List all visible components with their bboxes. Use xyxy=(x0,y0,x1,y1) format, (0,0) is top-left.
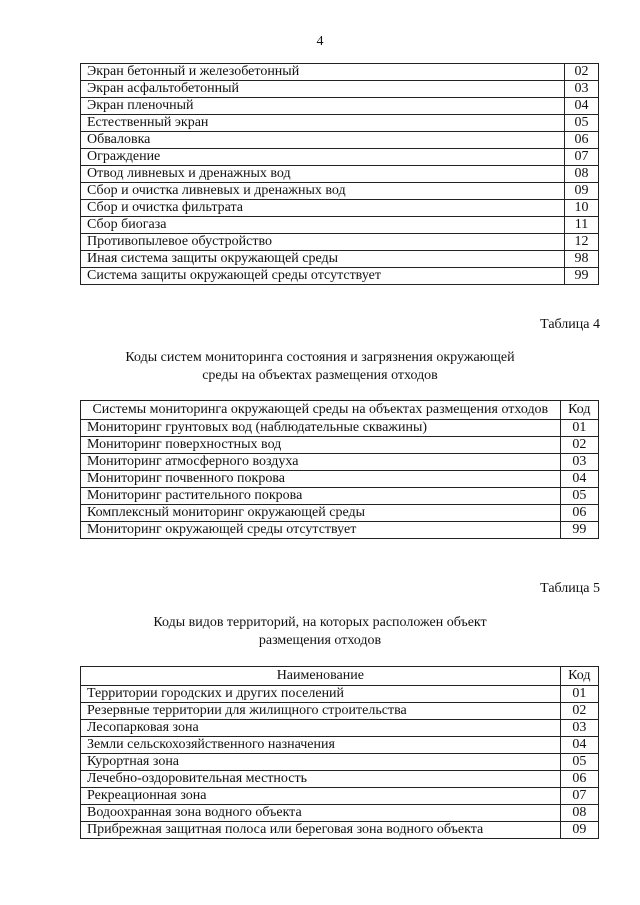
table-row xyxy=(81,720,599,737)
table-row xyxy=(81,686,599,703)
table-row xyxy=(81,115,599,132)
row-name: Противопылевое обустройство xyxy=(81,234,565,251)
table-row xyxy=(81,420,599,437)
row-name: Система защиты окружающей среды отсутствует xyxy=(81,268,565,285)
table-5-title-line-2: размещения отходов xyxy=(258,633,382,648)
row-name: Сбор биогаза xyxy=(81,217,565,234)
row-code: 02 xyxy=(565,64,599,81)
row-code: 05 xyxy=(560,488,598,505)
row-name: Мониторинг окружающей среды отсутствует xyxy=(81,522,561,539)
row-code: 06 xyxy=(560,771,598,788)
table-5-label: Таблица 5 xyxy=(540,581,600,596)
table-row xyxy=(81,132,599,149)
table-4-title-line-1: Коды систем мониторинга состояния и загрязнения окружающей xyxy=(125,350,515,365)
row-code: 06 xyxy=(560,505,598,522)
table-5-header-name: Наименование xyxy=(81,667,561,686)
row-name: Экран пленочный xyxy=(81,98,565,115)
row-name: Курортная зона xyxy=(81,754,561,771)
table-3-continued xyxy=(80,63,599,285)
table-4-header-code: Код xyxy=(560,401,598,420)
row-code: 01 xyxy=(560,420,598,437)
row-name: Прибрежная защитная полоса или береговая зона водного объекта xyxy=(81,822,561,839)
table-5-body xyxy=(81,686,599,839)
table-row xyxy=(81,805,599,822)
table-row xyxy=(81,268,599,285)
row-code: 04 xyxy=(560,471,598,488)
row-name: Экран бетонный и железобетонный xyxy=(81,64,565,81)
row-code: 12 xyxy=(565,234,599,251)
row-name: Обваловка xyxy=(81,132,565,149)
row-code: 05 xyxy=(560,754,598,771)
table-row xyxy=(81,200,599,217)
row-code: 04 xyxy=(560,737,598,754)
row-code: 98 xyxy=(565,251,599,268)
table-row xyxy=(81,149,599,166)
row-name: Рекреационная зона xyxy=(81,788,561,805)
row-code: 03 xyxy=(560,454,598,471)
table-5 xyxy=(80,666,599,839)
row-name: Водоохранная зона водного объекта xyxy=(81,805,561,822)
table-row xyxy=(81,754,599,771)
table-5-title-line-1: Коды видов территорий, на которых расположен объект xyxy=(153,615,487,630)
row-code: 10 xyxy=(565,200,599,217)
row-name: Лесопарковая зона xyxy=(81,720,561,737)
page-number: 4 xyxy=(316,34,324,49)
table-4-body xyxy=(81,420,599,539)
row-name: Земли сельскохозяйственного назначения xyxy=(81,737,561,754)
table-row xyxy=(81,703,599,720)
row-name: Иная система защиты окружающей среды xyxy=(81,251,565,268)
row-name: Резервные территории для жилищного строительства xyxy=(81,703,561,720)
row-name: Сбор и очистка фильтрата xyxy=(81,200,565,217)
table-row xyxy=(81,471,599,488)
table-5-header-code: Код xyxy=(560,667,598,686)
row-code: 99 xyxy=(565,268,599,285)
row-code: 08 xyxy=(565,166,599,183)
table-row xyxy=(81,771,599,788)
table-row xyxy=(81,788,599,805)
row-name: Ограждение xyxy=(81,149,565,166)
table-row xyxy=(81,522,599,539)
table-row xyxy=(81,488,599,505)
table-row xyxy=(81,454,599,471)
row-name: Мониторинг атмосферного воздуха xyxy=(81,454,561,471)
row-code: 11 xyxy=(565,217,599,234)
row-code: 05 xyxy=(565,115,599,132)
row-code: 02 xyxy=(560,703,598,720)
row-code: 02 xyxy=(560,437,598,454)
row-code: 07 xyxy=(565,149,599,166)
row-name: Территории городских и других поселений xyxy=(81,686,561,703)
row-code: 04 xyxy=(565,98,599,115)
table-4-header-row xyxy=(81,401,599,420)
row-name: Сбор и очистка ливневых и дренажных вод xyxy=(81,183,565,200)
table-4 xyxy=(80,400,599,539)
row-name: Мониторинг почвенного покрова xyxy=(81,471,561,488)
row-code: 03 xyxy=(565,81,599,98)
row-code: 01 xyxy=(560,686,598,703)
row-name: Мониторинг поверхностных вод xyxy=(81,437,561,454)
table-row xyxy=(81,217,599,234)
table-row xyxy=(81,505,599,522)
table-4-title-line-2: среды на объектах размещения отходов xyxy=(202,368,438,383)
row-name: Экран асфальтобетонный xyxy=(81,81,565,98)
table-4-header-name: Системы мониторинга окружающей среды на объектах размещения отходов xyxy=(81,401,561,420)
row-code: 07 xyxy=(560,788,598,805)
table-row xyxy=(81,251,599,268)
table-row xyxy=(81,183,599,200)
row-name: Лечебно-оздоровительная местность xyxy=(81,771,561,788)
table-5-title xyxy=(20,614,620,650)
row-name: Отвод ливневых и дренажных вод xyxy=(81,166,565,183)
row-name: Естественный экран xyxy=(81,115,565,132)
row-code: 09 xyxy=(565,183,599,200)
row-name: Мониторинг растительного покрова xyxy=(81,488,561,505)
row-name: Комплексный мониторинг окружающей среды xyxy=(81,505,561,522)
table-4-label: Таблица 4 xyxy=(540,317,600,332)
row-code: 09 xyxy=(560,822,598,839)
row-code: 08 xyxy=(560,805,598,822)
table-row xyxy=(81,98,599,115)
table-row xyxy=(81,166,599,183)
table-row xyxy=(81,822,599,839)
row-name: Мониторинг грунтовых вод (наблюдательные скважины) xyxy=(81,420,561,437)
table-row xyxy=(81,234,599,251)
row-code: 99 xyxy=(560,522,598,539)
table-row xyxy=(81,737,599,754)
table-5-header-row xyxy=(81,667,599,686)
table-3-body xyxy=(81,64,599,285)
table-row xyxy=(81,437,599,454)
table-4-title xyxy=(20,349,620,385)
table-row xyxy=(81,64,599,81)
table-row xyxy=(81,81,599,98)
row-code: 03 xyxy=(560,720,598,737)
row-code: 06 xyxy=(565,132,599,149)
